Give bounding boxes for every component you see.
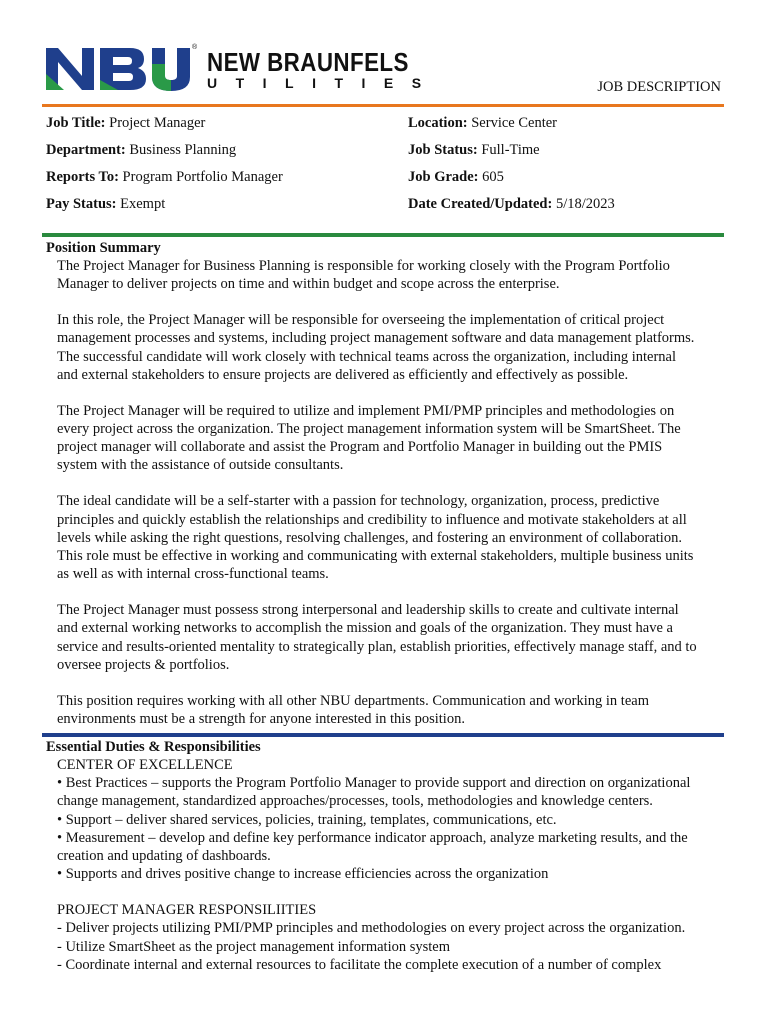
list-item: • Best Practices – supports the Program Portfolio Manager to provide support and direction on organizational — [57, 775, 691, 792]
green-divider — [42, 233, 724, 237]
nbu-logo-mark — [44, 44, 204, 92]
job-title-field: Job Title: Project Manager — [46, 115, 206, 131]
job-status-field: Job Status: Full-Time — [408, 142, 540, 158]
duties-heading: Essential Duties & Responsibilities — [46, 739, 261, 755]
summary-paragraph: The Project Manager will be required to utilize and implement PMI/PMP principles and methodologies on every project across the organization. The project management information system will be SmartSheet. The project manager will collaborate and assist the Program and Portfolio Manager in building out the PMIS system with the assistance of outside consultants. — [57, 402, 681, 474]
coe-heading: CENTER OF EXCELLENCE — [57, 757, 233, 773]
department-field: Department: Business Planning — [46, 142, 237, 158]
summary-paragraph: The ideal candidate will be a self-starter with a passion for technology, organization, process, predictive principles and quickly establish the relationships and credibility to influence and motivate stakeholders at all levels while asking the right questions, resolving challenges, and fostering an environment of collaboration. This role must be effective in working and communicating with external stakeholders, multiple business units as well as with internal cross-functional teams. — [57, 493, 694, 583]
center-of-excellence-section — [57, 756, 727, 883]
list-item: change management, standardized approaches/processes, tools, methodologies and knowledge centers. — [57, 793, 653, 810]
position-summary-body — [57, 257, 727, 746]
pay-status-value: Exempt — [120, 196, 166, 212]
location-field: Location: Service Center — [408, 115, 557, 131]
logo-subtitle: UTILITIES — [207, 75, 440, 91]
summary-paragraph: The Project Manager must possess strong interpersonal and leadership skills to create and cultivate internal and external working networks to accomplish the mission and goals of the organization. They must have a service and results-oriented mentality to strategically plan, establish priorities, effectively manage staff, and to oversee projects & portfolios. — [57, 602, 697, 673]
summary-paragraph: This position requires working with all other NBU departments. Communication and working in team environments must be a strength for anyone interested in this position. — [57, 692, 649, 728]
list-item: creation and updating of dashboards. — [57, 848, 271, 865]
orange-divider — [42, 104, 724, 107]
department-value: Business Planning — [129, 142, 237, 158]
pm-responsibilities-section — [57, 901, 727, 974]
duties-body — [57, 756, 727, 992]
pm-heading: PROJECT MANAGER RESPONSILIITIES — [57, 902, 317, 919]
logo-name: NEW BRAUNFELS — [207, 47, 409, 77]
document-type: JOB DESCRIPTION — [597, 79, 721, 95]
location-value: Service Center — [471, 115, 557, 131]
list-item: - Coordinate internal and external resources to facilitate the complete execution of a number of complex — [57, 956, 662, 973]
list-item: • Supports and drives positive change to increase efficiencies across the organization — [57, 866, 549, 883]
job-grade-value: 605 — [482, 169, 504, 185]
pay-status-field: Pay Status: Exempt — [46, 196, 166, 212]
job-title-value: Project Manager — [109, 115, 206, 131]
summary-paragraph: The Project Manager for Business Planning is responsible for working closely with the Program Portfolio Manager to deliver projects on time and within budget and scope across the enterprise. — [57, 258, 670, 293]
registered-mark: ® — [192, 44, 198, 51]
job-grade-field: Job Grade: 605 — [408, 169, 504, 185]
date-updated-value: 5/18/2023 — [555, 196, 615, 212]
list-item: • Measurement – develop and define key performance indicator approach, analyze marketing results, and the — [57, 829, 688, 846]
list-item: - Deliver projects utilizing PMI/PMP principles and methodologies on every project across the organization. — [57, 920, 686, 937]
list-item: • Support – deliver shared services, policies, training, templates, communications, etc. — [57, 811, 557, 828]
reports-to-value: Program Portfolio Manager — [122, 169, 283, 185]
reports-to-field: Reports To: Program Portfolio Manager — [46, 169, 283, 185]
summary-paragraph: In this role, the Project Manager will be responsible for overseeing the implementation of critical project management processes and systems, including project management software and data management platforms. The successful candidate will work closely with technical teams across the organization, including internal and external stakeholders to ensure projects are delivered as efficiently and effectively as possible. — [57, 312, 695, 383]
date-updated-field: Date Created/Updated: 5/18/2023 — [408, 196, 615, 212]
blue-divider — [42, 733, 724, 737]
job-status-value: Full-Time — [481, 142, 540, 158]
position-summary-heading: Position Summary — [46, 240, 161, 256]
list-item: - Utilize SmartSheet as the project management information system — [57, 938, 451, 955]
